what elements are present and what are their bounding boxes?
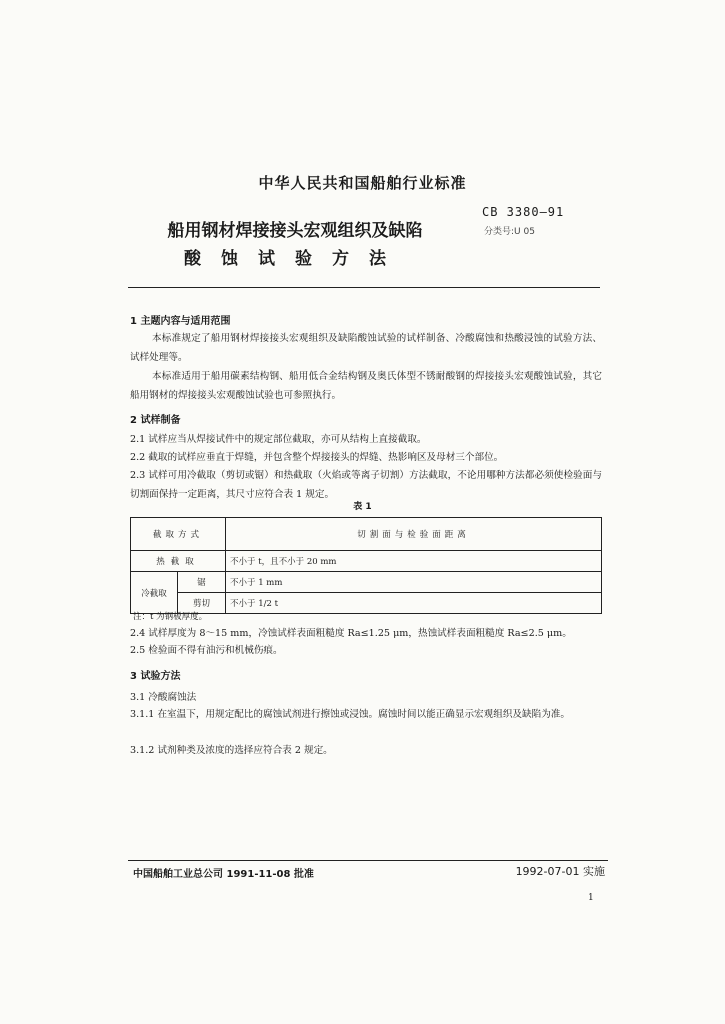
table-1-row-hot-value: 不小于 t，且不小于 20 mm — [226, 551, 602, 572]
table-1-cold-label: 冷截取 — [131, 572, 178, 614]
table-1-header-distance: 切割面与检验面距离 — [226, 518, 602, 551]
table-1-note: 注：t 为钢板厚度。 — [133, 612, 208, 622]
classification-number: 分类号:U 05 — [484, 227, 535, 237]
section-1-paragraph-1: 本标准规定了船用钢材焊接接头宏观组织及缺陷酸蚀试验的试样制备、冷酸腐蚀和热酸浸蚀的试验方法、试样处理等。 — [130, 333, 602, 363]
clause-3-1: 3.1 冷酸腐蚀法 — [130, 692, 197, 703]
table-1-caption: 表 1 — [353, 502, 372, 512]
table-1-row-shear-value: 不小于 1/2 t — [226, 593, 602, 614]
clause-2-3: 2.3 试样可用冷截取（剪切或锯）和热截取（火焰或等离子切割）方法截取，不论用哪种方法都必须使检验面与切割面保持一定距离，其尺寸应符合表 1 规定。 — [130, 470, 602, 500]
table-1-row-hot-label: 热截取 — [131, 551, 226, 572]
footer-divider — [128, 860, 608, 861]
clause-3-1-2: 3.1.2 试剂种类及浓度的选择应符合表 2 规定。 — [130, 745, 333, 756]
clause-3-1-1: 3.1.1 在室温下，用规定配比的腐蚀试剂进行擦蚀或浸蚀。腐蚀时间以能正确显示宏观组织及缺陷为准。 — [130, 709, 570, 720]
clause-2-1: 2.1 试样应当从焊接试件中的规定部位截取，亦可从结构上直接截取。 — [130, 434, 427, 445]
section-2-heading: 2 试样制备 — [130, 415, 181, 426]
table-1 — [130, 517, 602, 614]
table-1-header-method: 截取方式 — [131, 518, 226, 551]
implementation-date: 1992-07-01 实施 — [515, 865, 605, 878]
document-title-line1: 船用钢材焊接接头宏观组织及缺陷 — [167, 221, 423, 241]
section-3-heading: 3 试验方法 — [130, 671, 181, 682]
table-1-row-saw-value: 不小于 1 mm — [226, 572, 602, 593]
standard-code: CB 3380—91 — [482, 205, 565, 219]
issuing-organization: 中华人民共和国船舶行业标准 — [258, 174, 467, 192]
section-1-paragraph-2: 本标准适用于船用碳素结构钢、船用低合金结构钢及奥氏体型不锈耐酸钢的焊接接头宏观酸蚀试验，其它船用钢材的焊接接头宏观酸蚀试验也可参照执行。 — [130, 371, 602, 401]
page-number: 1 — [588, 893, 594, 903]
document-title-line2: 酸蚀试验方法 — [184, 249, 406, 269]
clause-2-2: 2.2 截取的试样应垂直于焊缝，并包含整个焊接接头的焊缝、热影响区及母材三个部位。 — [130, 452, 504, 463]
approval-statement: 中国船舶工业总公司 1991-11-08 批准 — [133, 869, 314, 880]
section-1-heading: 1 主题内容与适用范围 — [130, 316, 231, 327]
clause-2-5: 2.5 检验面不得有油污和机械伤痕。 — [130, 645, 283, 656]
table-1-row-shear-label: 剪切 — [178, 593, 226, 614]
header-divider — [128, 287, 600, 288]
table-1-row-saw-label: 锯 — [178, 572, 226, 593]
clause-2-4: 2.4 试样厚度为 8～15 mm，冷蚀试样表面粗糙度 Ra≤1.25 μm，热蚀试样表面粗糙度 Ra≤2.5 μm。 — [130, 628, 572, 639]
